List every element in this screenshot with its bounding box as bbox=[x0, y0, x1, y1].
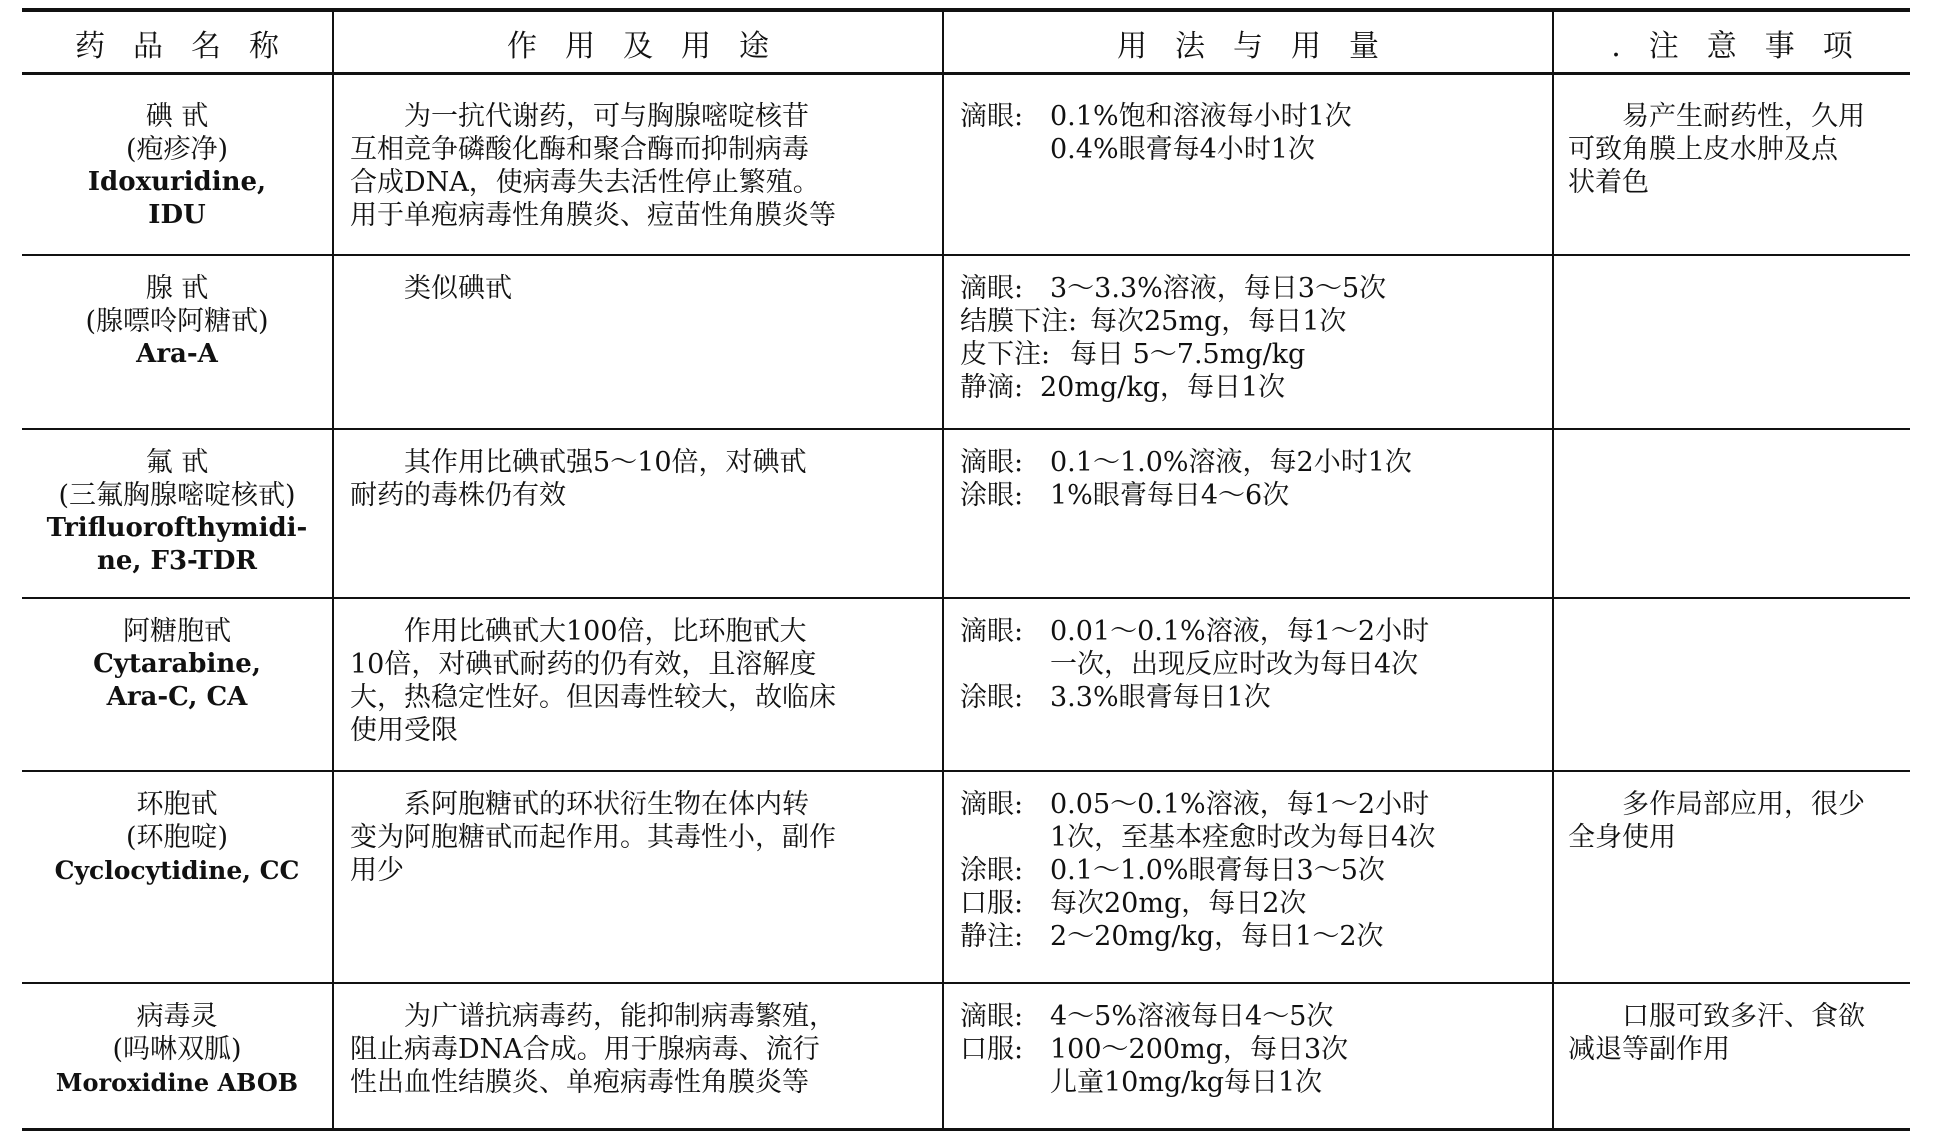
usage-line: 用于单疱病毒性角膜炎、痘苗性角膜炎等 bbox=[350, 200, 836, 231]
dosage-text: 1次，至基本痊愈时改为每日4次 bbox=[1050, 822, 1436, 853]
dosage-route: 口服: bbox=[960, 1034, 1024, 1065]
usage-line: 使用受限 bbox=[350, 715, 458, 746]
drug-name-latin: Ara-C, CA bbox=[106, 682, 248, 712]
row-4-dosage bbox=[960, 615, 1552, 714]
dosage-text: 3.3%眼膏每日1次 bbox=[1050, 682, 1271, 713]
dosage-route: 滴眼: bbox=[960, 616, 1024, 647]
notes-line: 多作局部应用，很少 bbox=[1622, 789, 1865, 820]
row-divider bbox=[22, 770, 1910, 772]
dosage-line bbox=[960, 788, 1552, 821]
notes-line: 减退等副作用 bbox=[1568, 1034, 1730, 1065]
drug-alias: (吗啉双胍) bbox=[112, 1034, 242, 1065]
dosage-line bbox=[960, 338, 1552, 371]
dosage-text: 儿童10mg/kg每日1次 bbox=[1050, 1067, 1323, 1098]
drug-alias: (疱疹净) bbox=[125, 134, 229, 165]
row-divider bbox=[22, 597, 1910, 599]
row-3-dosage bbox=[960, 446, 1552, 512]
header-drug-name: 药品名称 bbox=[75, 29, 307, 64]
row-1-usage bbox=[350, 100, 942, 232]
drug-name-cn: 腺 甙 bbox=[145, 273, 209, 304]
dosage-text: 0.05～0.1%溶液，每1～2小时 bbox=[1050, 789, 1430, 820]
drug-name-latin: Cytarabine, bbox=[93, 649, 261, 679]
usage-line: 阻止病毒DNA合成。用于腺病毒、流行 bbox=[350, 1034, 820, 1065]
dosage-text: 2～20mg/kg，每日1～2次 bbox=[1050, 921, 1384, 952]
usage-line: 性出血性结膜炎、单疱病毒性角膜炎等 bbox=[350, 1067, 809, 1098]
dosage-line bbox=[960, 648, 1552, 681]
dosage-line bbox=[960, 615, 1552, 648]
drug-name-latin: Trifluorofthymidi- bbox=[46, 513, 308, 543]
dosage-line bbox=[960, 1066, 1552, 1099]
notes-line: 可致角膜上皮水肿及点 bbox=[1568, 134, 1838, 165]
dosage-route: 涂眼: bbox=[960, 855, 1024, 886]
drug-name-latin: Moroxidine ABOB bbox=[55, 1068, 299, 1097]
dosage-text: 4～5%溶液每日4～5次 bbox=[1050, 1001, 1334, 1032]
row-divider bbox=[22, 254, 1910, 256]
dosage-route: 滴眼: bbox=[960, 1001, 1024, 1032]
drug-name-cn: 氟 甙 bbox=[145, 447, 209, 478]
dosage-text: 每日 5～7.5mg/kg bbox=[1070, 339, 1306, 370]
row-6-usage bbox=[350, 1000, 942, 1099]
row-2-usage bbox=[350, 272, 942, 305]
header-bottom-rule bbox=[22, 72, 1910, 75]
dosage-route: 皮下注: bbox=[960, 339, 1051, 370]
drug-name-latin: Idoxuridine, bbox=[87, 167, 267, 197]
usage-line: 耐药的毒株仍有效 bbox=[350, 480, 566, 511]
dosage-route: 涂眼: bbox=[960, 682, 1024, 713]
notes-line: 状着色 bbox=[1568, 167, 1649, 198]
usage-line: 为广谱抗病毒药，能抑制病毒繁殖， bbox=[404, 1001, 836, 1032]
drug-name-cn: 阿糖胞甙 bbox=[123, 616, 231, 647]
dosage-line bbox=[960, 1000, 1552, 1033]
dosage-text: 100～200mg，每日3次 bbox=[1050, 1034, 1349, 1065]
dosage-text: 1%眼膏每日4～6次 bbox=[1050, 480, 1290, 511]
row-1-name bbox=[22, 100, 332, 232]
dosage-text: 0.1%饱和溶液每小时1次 bbox=[1050, 101, 1352, 132]
dosage-line bbox=[960, 887, 1552, 920]
drug-name-latin: Cyclocytidine, CC bbox=[54, 856, 300, 885]
dosage-route: 涂眼: bbox=[960, 480, 1024, 511]
drug-name-cn: 病毒灵 bbox=[136, 1001, 218, 1032]
drug-alias: (腺嘌呤阿糖甙) bbox=[85, 306, 269, 337]
row-6-dosage bbox=[960, 1000, 1552, 1099]
dosage-line bbox=[960, 854, 1552, 887]
dosage-line bbox=[960, 446, 1552, 479]
dosage-route: 静滴: bbox=[960, 372, 1024, 403]
usage-line: 为一抗代谢药，可与胸腺嘧啶核苷 bbox=[404, 101, 809, 132]
dosage-route: 滴眼: bbox=[960, 789, 1024, 820]
dosage-text: 0.1～1.0%溶液，每2小时1次 bbox=[1050, 447, 1412, 478]
header-notes: .注意事项 bbox=[1611, 29, 1881, 64]
usage-line: 系阿胞糖甙的环状衍生物在体内转 bbox=[404, 789, 809, 820]
drug-alias: (环胞啶) bbox=[125, 822, 229, 853]
notes-line: 口服可致多汗、食欲 bbox=[1622, 1001, 1865, 1032]
row-5-dosage bbox=[960, 788, 1552, 953]
row-5-name bbox=[22, 788, 332, 887]
usage-line: 其作用比碘甙强5～10倍，对碘甙 bbox=[404, 447, 807, 478]
row-divider bbox=[22, 982, 1910, 984]
row-divider bbox=[22, 428, 1910, 430]
dosage-line bbox=[960, 681, 1552, 714]
drug-name-latin: ne, F3-TDR bbox=[96, 546, 258, 576]
dosage-line bbox=[960, 920, 1552, 953]
dosage-route: 滴眼: bbox=[960, 273, 1024, 304]
dosage-line bbox=[960, 371, 1552, 404]
drug-name-cn: 碘 甙 bbox=[145, 101, 209, 132]
usage-line: 大，热稳定性好。但因毒性较大，故临床 bbox=[350, 682, 836, 713]
drug-name-latin: IDU bbox=[148, 200, 206, 230]
dosage-route: 口服: bbox=[960, 888, 1024, 919]
usage-line: 类似碘甙 bbox=[404, 273, 512, 304]
dosage-text: 每次20mg，每日2次 bbox=[1050, 888, 1307, 919]
column-divider bbox=[1552, 10, 1554, 1130]
table-top-rule bbox=[22, 8, 1910, 12]
dosage-line bbox=[960, 1033, 1552, 1066]
usage-line: 10倍，对碘甙耐药的仍有效，且溶解度 bbox=[350, 649, 817, 680]
usage-line: 合成DNA，使病毒失去活性停止繁殖。 bbox=[350, 167, 820, 198]
dosage-text: 3～3.3%溶液，每日3～5次 bbox=[1050, 273, 1387, 304]
usage-line: 用少 bbox=[350, 855, 404, 886]
drug-name-latin: Ara-A bbox=[136, 339, 218, 369]
usage-line: 变为阿胞糖甙而起作用。其毒性小，副作 bbox=[350, 822, 836, 853]
dosage-text: 一次，出现反应时改为每日4次 bbox=[1050, 649, 1419, 680]
dosage-line bbox=[960, 479, 1552, 512]
row-5-notes bbox=[1568, 788, 1908, 854]
row-3-name bbox=[22, 446, 332, 578]
dosage-route: 结膜下注: bbox=[960, 306, 1078, 337]
dosage-route: 滴眼: bbox=[960, 447, 1024, 478]
dosage-line bbox=[960, 272, 1552, 305]
row-5-usage bbox=[350, 788, 942, 887]
dosage-line bbox=[960, 133, 1552, 166]
dosage-text: 0.01～0.1%溶液，每1～2小时 bbox=[1050, 616, 1430, 647]
notes-line: 易产生耐药性，久用 bbox=[1622, 101, 1865, 132]
drug-name-cn: 环胞甙 bbox=[136, 789, 218, 820]
row-3-usage bbox=[350, 446, 942, 512]
dosage-text: 0.4%眼膏每4小时1次 bbox=[1050, 134, 1315, 165]
dosage-route: 静注: bbox=[960, 921, 1024, 952]
row-6-notes bbox=[1568, 1000, 1908, 1066]
usage-line: 作用比碘甙大100倍，比环胞甙大 bbox=[404, 616, 807, 647]
table-bottom-rule bbox=[22, 1128, 1910, 1131]
header-dosage: 用法与用量 bbox=[1117, 29, 1407, 64]
dosage-text: 每次25mg，每日1次 bbox=[1090, 306, 1347, 337]
row-1-dosage bbox=[960, 100, 1552, 166]
dosage-line bbox=[960, 100, 1552, 133]
row-6-name bbox=[22, 1000, 332, 1099]
dosage-line bbox=[960, 821, 1552, 854]
drug-alias: (三氟胸腺嘧啶核甙) bbox=[58, 480, 296, 511]
row-4-name bbox=[22, 615, 332, 714]
column-divider bbox=[332, 10, 334, 1130]
dosage-line bbox=[960, 305, 1552, 338]
column-divider bbox=[942, 10, 944, 1130]
row-1-notes bbox=[1568, 100, 1908, 199]
dosage-route: 滴眼: bbox=[960, 101, 1024, 132]
row-2-name bbox=[22, 272, 332, 371]
row-4-usage bbox=[350, 615, 942, 747]
dosage-text: 20mg/kg，每日1次 bbox=[1040, 372, 1286, 403]
usage-line: 互相竞争磷酸化酶和聚合酶而抑制病毒 bbox=[350, 134, 809, 165]
row-2-dosage bbox=[960, 272, 1552, 404]
dosage-text: 0.1～1.0%眼膏每日3～5次 bbox=[1050, 855, 1385, 886]
header-action-use: 作用及用途 bbox=[507, 29, 797, 64]
notes-line: 全身使用 bbox=[1568, 822, 1676, 853]
